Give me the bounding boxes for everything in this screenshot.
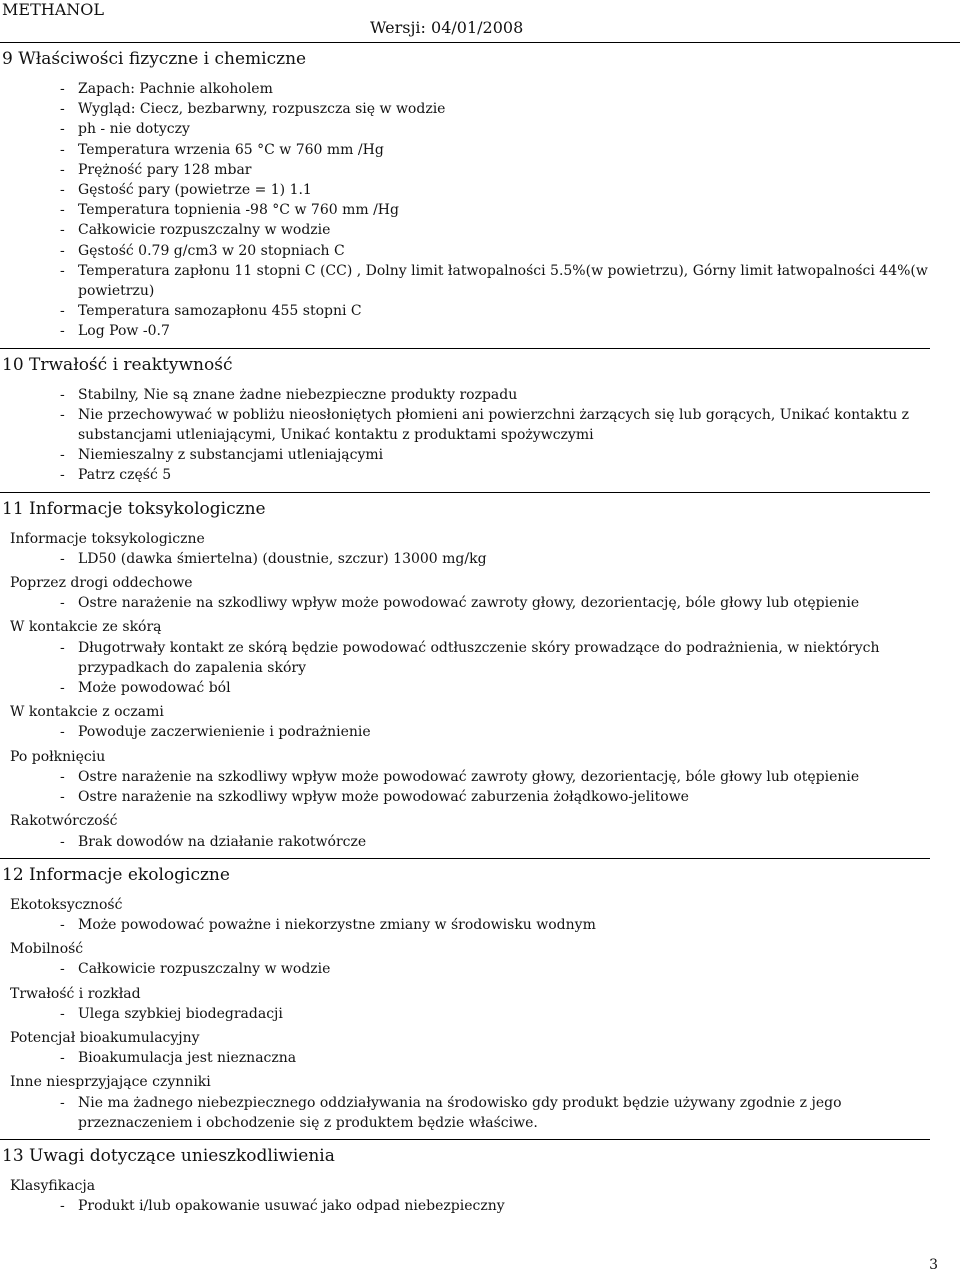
dash-marker: -: [60, 724, 65, 741]
subsection-heading: Inne niesprzyjające czynniki: [10, 1074, 211, 1091]
section-divider: [0, 492, 930, 493]
item-list: [0, 915, 940, 935]
item-list: [0, 79, 940, 342]
list-item-text: Nie przechowywać w pobliżu nieosłoniętych płomieni ani powierzchni żarzących się lub gorących, Unikać kontaktu z substancjami utleniającymi, Unikać kontaktu z produktami spożywczymi: [78, 406, 910, 444]
dash-marker: -: [60, 121, 65, 138]
list-item: [60, 220, 940, 240]
list-item: [60, 445, 940, 465]
list-item-text: Nie ma żadnego niebezpiecznego oddziaływania na środowisko gdy produkt będzie używany zgodnie z jego przeznaczeniem i obchodzenie się z produktem będzie właściwe.: [78, 1094, 842, 1131]
dash-marker: -: [60, 242, 65, 259]
list-item-text: Gęstość pary (powietrze = 1) 1.1: [78, 182, 312, 199]
subsection-heading: Informacje toksykologiczne: [10, 530, 205, 547]
section-title: 13 Uwagi dotyczące unieszkodliwienia: [2, 1145, 335, 1166]
subsection-heading: Trwałość i rozkład: [10, 985, 141, 1002]
section-13: [0, 1139, 940, 1216]
item-list: [0, 385, 940, 486]
list-item-text: Brak dowodów na działanie rakotwórcze: [78, 833, 367, 850]
list-item: [60, 79, 940, 99]
list-item: [60, 119, 940, 139]
dash-marker: -: [60, 101, 65, 118]
subsection-heading: Mobilność: [10, 941, 84, 958]
list-item-text: Ostre narażenie na szkodliwy wpływ może powodować zawroty głowy, dezorientację, bóle głowy lub otępienie: [78, 768, 860, 785]
list-item: [60, 405, 940, 445]
list-item-text: Powoduje zaczerwienienie i podrażnienie: [78, 724, 371, 741]
dash-marker: -: [60, 595, 65, 612]
dash-marker: -: [60, 323, 65, 340]
list-item: [60, 678, 940, 698]
list-item: [60, 99, 940, 119]
section-title: 12 Informacje ekologiczne: [2, 864, 230, 885]
list-item: [60, 1196, 940, 1216]
list-item-text: Stabilny, Nie są znane żadne niebezpieczne produkty rozpadu: [78, 386, 518, 403]
dash-marker: -: [60, 303, 65, 320]
list-item: [60, 787, 940, 807]
list-item-text: LD50 (dawka śmiertelna) (doustnie, szczur) 13000 mg/kg: [78, 550, 487, 567]
list-item: [60, 638, 940, 678]
list-item-text: Długotrwały kontakt ze skórą będzie powodować odtłuszczenie skóry prowadzące do podrażnienia, w niektórych przypadkach do zapalenia skóry: [78, 639, 880, 676]
header-divider: [0, 42, 960, 43]
section-10: [0, 348, 940, 486]
list-item-text: Ostre narażenie na szkodliwy wpływ może powodować zaburzenia żołądkowo-jelitowe: [78, 789, 689, 806]
list-item: [60, 261, 940, 301]
section-12: [0, 858, 940, 1133]
subsection-heading: Klasyfikacja: [10, 1177, 96, 1194]
page-number: 3: [929, 1257, 938, 1273]
dash-marker: -: [60, 1050, 65, 1067]
subsection-heading: Po połknięciu: [10, 748, 106, 765]
version-label: Wersji: 04/01/2008: [370, 18, 524, 37]
section-title: 11 Informacje toksykologiczne: [2, 498, 266, 519]
item-list: [0, 638, 940, 699]
section-9: [0, 47, 940, 342]
list-item-text: Może powodować ból: [78, 680, 231, 697]
section-11: [0, 492, 940, 852]
list-item: [60, 385, 940, 405]
list-item: [60, 160, 940, 180]
list-item-text: Niemieszalny z substancjami utleniającymi: [78, 447, 384, 464]
list-item-text: Prężność pary 128 mbar: [78, 161, 252, 178]
item-list: [0, 767, 940, 807]
list-item-text: Produkt i/lub opakowanie usuwać jako odpad niebezpieczny: [78, 1198, 505, 1215]
dash-marker: -: [60, 961, 65, 978]
list-item: [60, 301, 940, 321]
dash-marker: -: [60, 81, 65, 97]
list-item: [60, 915, 940, 935]
document-body: [0, 47, 940, 1216]
dash-marker: -: [60, 768, 65, 785]
list-item-text: Ulega szybkiej biodegradacji: [78, 1005, 283, 1022]
list-item: [60, 767, 940, 787]
section-divider: [0, 858, 930, 859]
list-item-text: Całkowicie rozpuszczalny w wodzie: [78, 222, 331, 239]
list-item-text: Patrz część 5: [78, 467, 172, 484]
list-item: [60, 200, 940, 220]
dash-marker: -: [60, 639, 65, 656]
subsection-heading: Rakotwórczość: [10, 813, 118, 830]
list-item: [60, 1093, 940, 1133]
dash-marker: -: [60, 386, 65, 403]
list-item-text: Zapach: Pachnie alkoholem: [78, 81, 273, 97]
dash-marker: -: [60, 406, 65, 423]
dash-marker: -: [60, 550, 65, 567]
dash-marker: -: [60, 222, 65, 239]
list-item: [60, 465, 940, 485]
dash-marker: -: [60, 161, 65, 178]
dash-marker: -: [60, 467, 65, 484]
list-item: [60, 241, 940, 261]
section-title: 10 Trwałość i reaktywność: [2, 354, 233, 375]
list-item: [60, 832, 940, 852]
item-list: [0, 549, 940, 569]
section-title: 9 Właściwości fizyczne i chemiczne: [2, 49, 307, 69]
list-item: [60, 140, 940, 160]
subsection-heading: Ekotoksyczność: [10, 896, 123, 913]
product-name: METHANOL: [2, 0, 104, 19]
list-item: [60, 593, 940, 613]
list-item-text: Wygląd: Ciecz, bezbarwny, rozpuszcza się w wodzie: [78, 101, 446, 118]
list-item-text: Temperatura topnienia -98 °C w 760 mm /Hg: [78, 202, 399, 219]
subsection-heading: Potencjał bioakumulacyjny: [10, 1029, 200, 1046]
item-list: [0, 959, 940, 979]
dash-marker: -: [60, 202, 65, 219]
list-item-text: ph - nie dotyczy: [78, 121, 190, 138]
list-item-text: Temperatura zapłonu 11 stopni C (CC) , Dolny limit łatwopalności 5.5%(w powietrzu), Górny limit łatwopalności 44%(w powietrzu): [78, 262, 928, 300]
list-item: [60, 959, 940, 979]
item-list: [0, 1048, 940, 1068]
section-divider: [0, 348, 930, 349]
dash-marker: -: [60, 1005, 65, 1022]
list-item: [60, 321, 940, 341]
subsection-heading: Poprzez drogi oddechowe: [10, 575, 193, 592]
list-item-text: Temperatura samozapłonu 455 stopni C: [78, 303, 362, 320]
list-item-text: Temperatura wrzenia 65 °C w 760 mm /Hg: [78, 141, 384, 158]
list-item-text: Log Pow -0.7: [78, 323, 170, 340]
list-item: [60, 1048, 940, 1068]
list-item-text: Gęstość 0.79 g/cm3 w 20 stopniach C: [78, 242, 345, 259]
list-item: [60, 549, 940, 569]
item-list: [0, 1004, 940, 1024]
dash-marker: -: [60, 833, 65, 850]
dash-marker: -: [60, 916, 65, 933]
item-list: [0, 593, 940, 613]
dash-marker: -: [60, 141, 65, 158]
list-item-text: Może powodować poważne i niekorzystne zmiany w środowisku wodnym: [78, 916, 596, 933]
dash-marker: -: [60, 182, 65, 199]
subsection-heading: W kontakcie z oczami: [10, 704, 164, 721]
list-item-text: Bioakumulacja jest nieznaczna: [78, 1050, 297, 1067]
dash-marker: -: [60, 1198, 65, 1215]
list-item-text: Ostre narażenie na szkodliwy wpływ może powodować zawroty głowy, dezorientację, bóle głowy lub otępienie: [78, 595, 860, 612]
dash-marker: -: [60, 789, 65, 806]
section-divider: [0, 1139, 930, 1140]
subsection-heading: W kontakcie ze skórą: [10, 619, 162, 636]
dash-marker: -: [60, 262, 65, 279]
list-item: [60, 722, 940, 742]
dash-marker: -: [60, 447, 65, 464]
dash-marker: -: [60, 680, 65, 697]
item-list: [0, 722, 940, 742]
item-list: [0, 1093, 940, 1133]
item-list: [0, 1196, 940, 1216]
item-list: [0, 832, 940, 852]
list-item-text: Całkowicie rozpuszczalny w wodzie: [78, 961, 331, 978]
dash-marker: -: [60, 1094, 65, 1111]
list-item: [60, 180, 940, 200]
list-item: [60, 1004, 940, 1024]
